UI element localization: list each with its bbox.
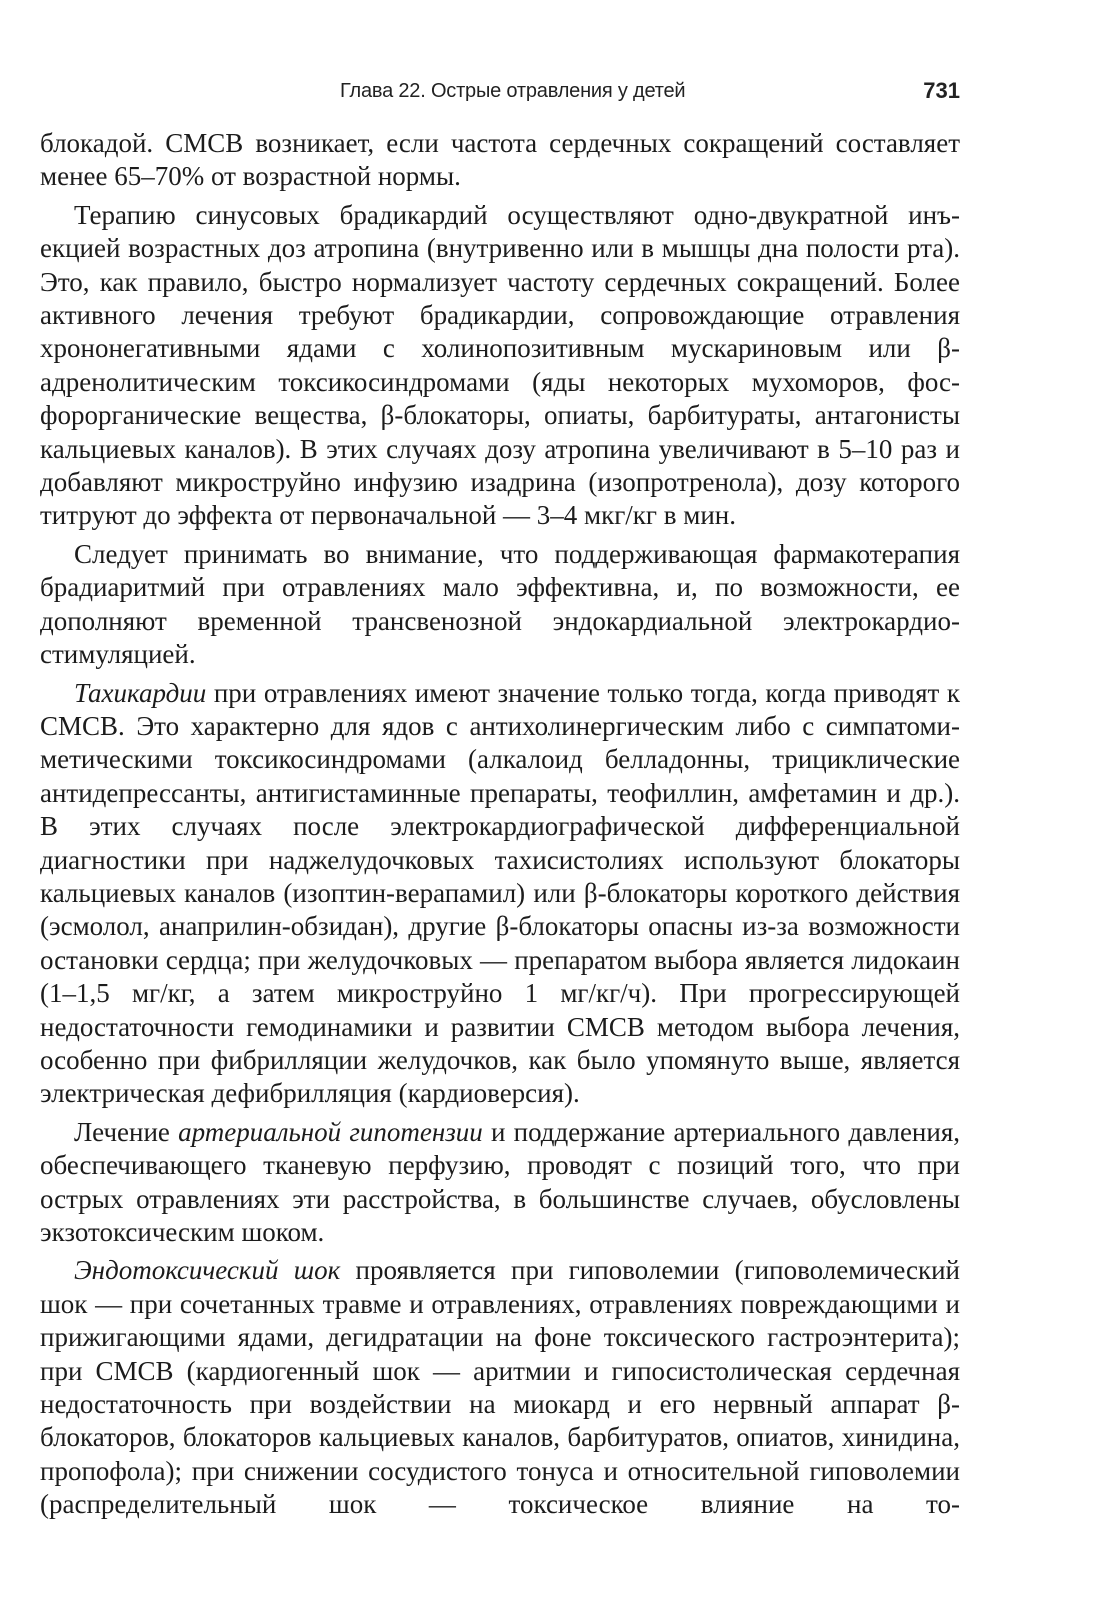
body-text	[40, 127, 960, 1527]
paragraph-text: Терапию синусовых брадикардий осуществляют одно-двукратной инъекцией возрастных доз атропина (внутривенно или в мышцы дна полости рта). Это, как правило, быстро нормализует частоту сердечных сокращений. Более активного лечения требуют брадикардии, сопровождающие отравления хрононегативными ядами с холинопозитивным мускариновым или β-адренолитическим токсикосиндромами (яды некоторых мухоморов, фосфорорганические вещества, β-блокаторы, опиаты, барбитураты, антагонисты кальциевых каналов). В этих случаях дозу атропина увеличивают в 5–10 раз и добавляют микроструйно инфузию изадрина (изопротренола), дозу которого титруют до эффекта от первоначальной — 3–4 мкг/кг в мин.	[40, 199, 960, 531]
paragraph-text: при отравлениях имеют значение только тогда, когда приводят к СМСВ. Это характерно для ядов с антихолинергическим либо с симпатомиметическими токсикосиндромами (алкалоид белладонны, трициклические антидепрессанты, антигистаминные препараты, теофиллин, амфетамин и др.). В этих случаях после электрокардиографической дифференциальной диагностики при наджелудочковых тахисистолиях используют блокаторы кальциевых каналов (изоптин-верапамил) или β-блокаторы короткого действия (эсмолол, анаприлин-обзидан), другие β-блокаторы опасны из-за возможности остановки сердца; при желудочковых — препаратом выбора является лидокаин (1–1,5 мг/кг, а затем микроструйно 1 мг/кг/ч). При прогрессирующей недостаточности гемодинамики и развитии СМСВ методом выбора лечения, особенно при фибрилляции желудочков, как было упомянуто выше, является электрическая дефибрилляция (кардиоверсия).	[40, 677, 960, 1109]
paragraph-4	[40, 677, 960, 1111]
paragraph-6	[40, 1254, 960, 1521]
paragraph-text: блокадой. СМСВ возникает, если частота сердечных сокращений составляет менее 65–70% от возрастной нормы.	[40, 128, 960, 192]
chapter-title: Глава 22. Острые отравления у детей	[340, 80, 686, 102]
italic-term-hypotension: артериальной гипотензии	[178, 1116, 483, 1147]
paragraph-text: проявляется при гиповолемии (гиповолемический шок — при сочетанных травме и отравлениях, отравлениях повреждающими и прижигающими ядами, дегидратации на фоне токсического гастроэнтерита); при СМСВ (кардиогенный шок — аритмии и гипосистолическая сердечная недостаточность при воздействии на миокард и его нервный аппарат β-блокаторов, блокаторов кальциевых каналов, барбитуратов, опиатов, хинидина, пропофола); при снижении сосудистого тонуса и относительной гиповолемии (распределительный шок — токсическое влияние на то-	[40, 1255, 961, 1520]
page-number: 731	[923, 78, 960, 103]
paragraph-text: и поддержание артериального давления, обеспечивающего тканевую перфузию, проводят с позиций того, что при острых отравлениях эти расстройства, в большинстве случаев, обусловлены экзотоксическим шоком.	[40, 1116, 960, 1247]
running-head	[40, 76, 960, 112]
italic-term-endotoxic-shock: Эндотоксический шок	[74, 1255, 341, 1286]
paragraph-5	[40, 1116, 960, 1250]
paragraph-text-lead: Лечение	[74, 1116, 179, 1147]
paragraph-1	[40, 127, 960, 194]
paragraph-3	[40, 538, 960, 672]
paragraph-2	[40, 199, 960, 533]
italic-term-tachycardia: Тахикардии	[74, 677, 207, 708]
paragraph-text: Следует принимать во внимание, что поддерживающая фармакотерапия брадиаритмий при отравлениях мало эффективна, и, по возможности, ее дополняют временной трансвенозной эндокардиальной электрокардиостимуляцией.	[40, 538, 960, 670]
